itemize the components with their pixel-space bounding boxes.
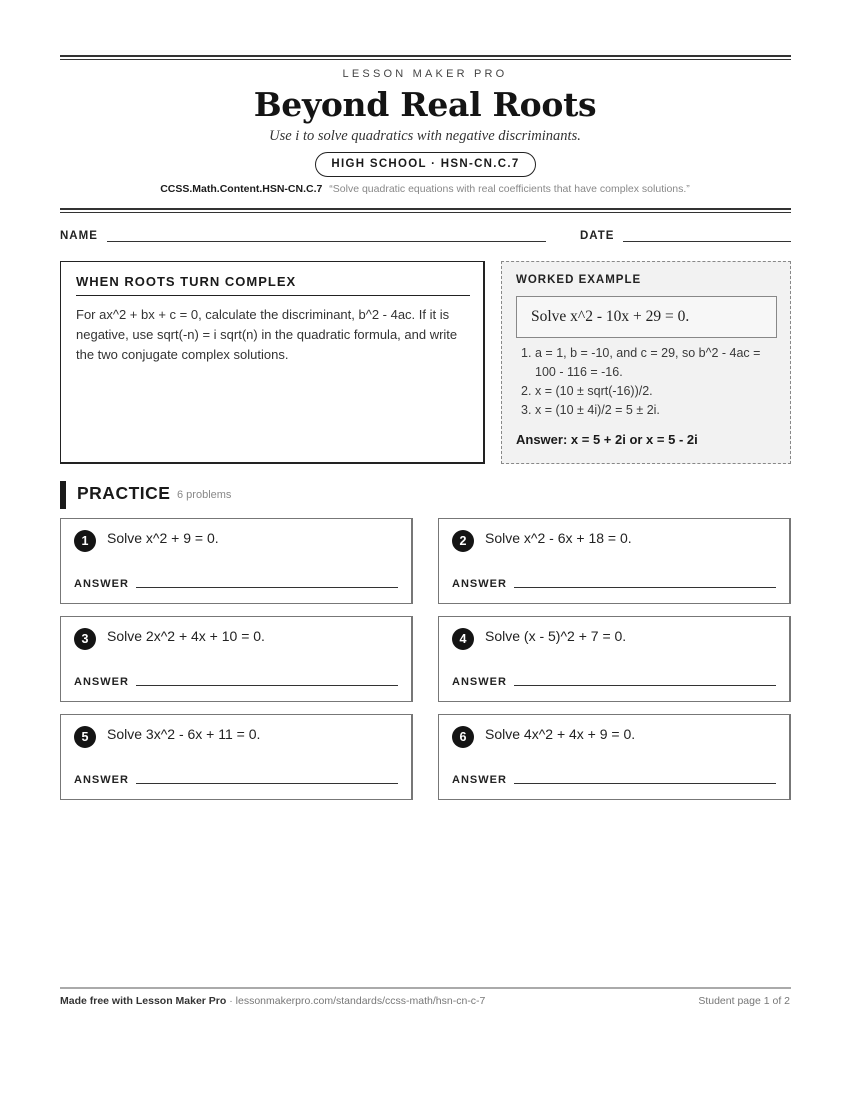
problem-number-badge: 5 — [74, 726, 96, 748]
problem-text: Solve 2x^2 + 4x + 10 = 0. — [107, 628, 265, 644]
name-field[interactable] — [107, 241, 546, 242]
header-top-rule — [60, 55, 791, 57]
name-label: NAME — [60, 230, 98, 242]
problem-card — [60, 518, 413, 604]
answer-field[interactable] — [136, 685, 398, 686]
answer-label: ANSWER — [452, 774, 507, 786]
step-number: 3. — [521, 403, 532, 417]
practice-accent-bar — [60, 481, 66, 509]
problem-card — [438, 518, 791, 604]
step-number: 1. — [521, 346, 532, 360]
standard-code: CCSS.Math.Content.HSN-CN.C.7 — [160, 183, 323, 195]
step-text: x = (10 ± sqrt(-16))/2. — [535, 384, 653, 398]
date-field[interactable] — [623, 241, 791, 242]
concept-body: For ax^2 + bx + c = 0, calculate the discriminant, b^2 - 4ac. If it is negative, use sqrt(-n) = i sqrt(n) in the quadratic formula, and write the two conjugate complex solutions. — [76, 307, 458, 362]
worked-example-problem: Solve x^2 - 10x + 29 = 0. — [516, 296, 777, 338]
problem-text: Solve x^2 + 9 = 0. — [107, 530, 219, 546]
header-bottom-rule — [60, 208, 791, 210]
problem-number-badge: 1 — [74, 530, 96, 552]
problem-text: Solve 4x^2 + 4x + 9 = 0. — [485, 726, 636, 742]
footer-brand: Made free with Lesson Maker Pro — [60, 995, 227, 1007]
worked-example-answer: Answer: x = 5 + 2i or x = 5 - 2i — [516, 432, 698, 447]
step-text: a = 1, b = -10, and c = 29, so b^2 - 4ac = 100 - 116 = -16. — [535, 346, 761, 379]
answer-label: ANSWER — [452, 578, 507, 590]
problem-number-badge: 4 — [452, 628, 474, 650]
worked-example-box — [501, 261, 791, 464]
brand-name: LESSON MAKER PRO — [342, 68, 508, 80]
problem-card — [60, 714, 413, 800]
worked-example-step — [516, 401, 781, 420]
page-title: Beyond Real Roots — [253, 85, 597, 124]
footer-url[interactable]: · lessonmakerpro.com/standards/ccss-math/hsn-cn-c-7 — [226, 995, 486, 1007]
footer-credit — [60, 995, 485, 1007]
worked-example-step — [516, 382, 781, 401]
answer-field[interactable] — [136, 587, 398, 588]
footer-rule — [60, 987, 791, 989]
answer-label: ANSWER — [74, 676, 129, 688]
answer-label: ANSWER — [74, 774, 129, 786]
problem-number-badge: 2 — [452, 530, 474, 552]
problem-card — [60, 616, 413, 702]
worked-example-heading: WORKED EXAMPLE — [516, 274, 642, 286]
step-text: x = (10 ± 4i)/2 = 5 ± 2i. — [535, 403, 660, 417]
answer-field[interactable] — [514, 587, 776, 588]
practice-count: 6 problems — [177, 489, 232, 501]
step-number: 2. — [521, 384, 532, 398]
page-indicator: Student page 1 of 2 — [698, 995, 790, 1007]
worked-example-steps — [516, 344, 781, 420]
problem-card — [438, 616, 791, 702]
problem-text: Solve 3x^2 - 6x + 11 = 0. — [107, 726, 261, 742]
problem-card — [438, 714, 791, 800]
problem-text: Solve x^2 - 6x + 18 = 0. — [485, 530, 632, 546]
worked-example-step — [516, 344, 781, 382]
answer-label: ANSWER — [74, 578, 129, 590]
standard-reference — [0, 183, 850, 195]
problem-number-badge: 3 — [74, 628, 96, 650]
standard-description: “Solve quadratic equations with real coefficients that have complex solutions.” — [329, 183, 690, 195]
problem-text: Solve (x - 5)^2 + 7 = 0. — [485, 628, 627, 644]
concept-heading: WHEN ROOTS TURN COMPLEX — [76, 274, 470, 296]
answer-label: ANSWER — [452, 676, 507, 688]
answer-field[interactable] — [514, 783, 776, 784]
answer-field[interactable] — [514, 685, 776, 686]
date-label: DATE — [580, 230, 615, 242]
concept-box — [60, 261, 485, 464]
level-badge: HIGH SCHOOL · HSN-CN.C.7 — [315, 152, 536, 177]
page-subtitle: Use i to solve quadratics with negative discriminants. — [269, 128, 581, 144]
problem-number-badge: 6 — [452, 726, 474, 748]
practice-heading: PRACTICE — [77, 483, 171, 503]
answer-field[interactable] — [136, 783, 398, 784]
